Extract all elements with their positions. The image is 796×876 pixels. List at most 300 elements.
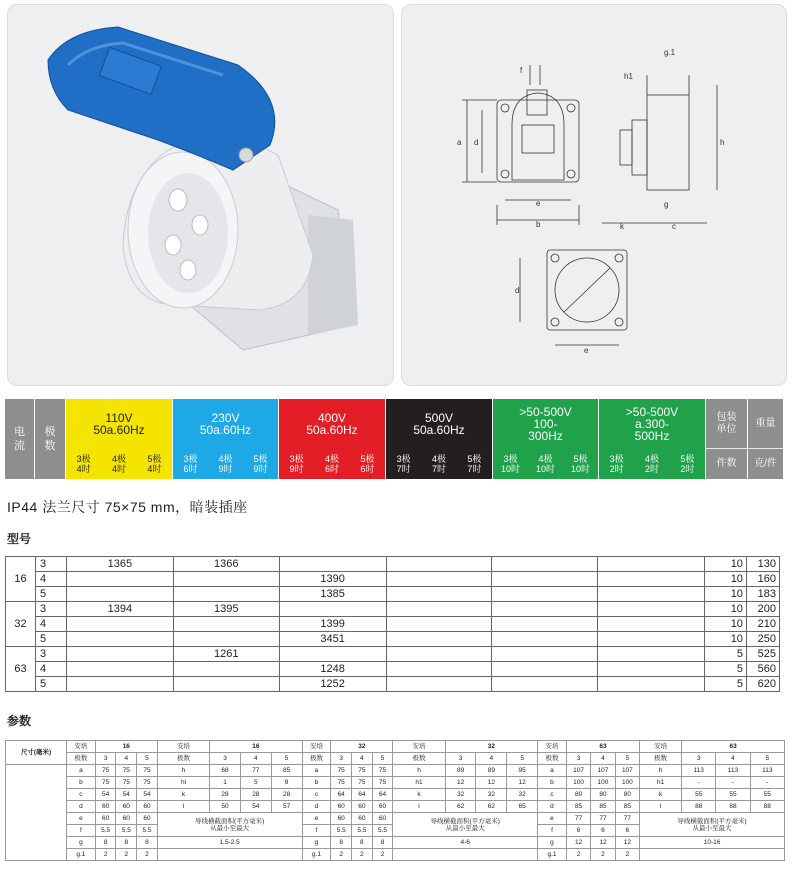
param-cell bbox=[6, 765, 67, 861]
table-cell bbox=[598, 602, 705, 617]
table-cell bbox=[386, 662, 492, 677]
voltage-header-band bbox=[5, 399, 785, 479]
param-cell: l bbox=[393, 801, 445, 813]
table-row bbox=[6, 617, 780, 632]
table-row bbox=[6, 662, 780, 677]
table-cell bbox=[173, 662, 279, 677]
param-header-row bbox=[6, 741, 785, 753]
param-cell: 60 bbox=[372, 801, 393, 813]
table-cell bbox=[173, 632, 279, 647]
table-cell: 4 bbox=[35, 662, 66, 677]
table-row bbox=[6, 557, 780, 572]
param-cell: 75 bbox=[95, 765, 116, 777]
param-cell: f bbox=[538, 825, 567, 837]
table-cell bbox=[492, 662, 598, 677]
param-cell: 12 bbox=[476, 777, 507, 789]
current-cell: 16 bbox=[6, 557, 36, 602]
table-cell: 10 bbox=[704, 617, 746, 632]
param-cell: 安培 bbox=[538, 741, 567, 753]
param-cell: 安培 bbox=[393, 741, 445, 753]
param-cell: k bbox=[157, 789, 209, 801]
param-cell: b bbox=[302, 777, 331, 789]
param-cell: 3 bbox=[210, 753, 241, 765]
param-cell: h1 bbox=[393, 777, 445, 789]
voltage-label: 500V 50a.60Hz bbox=[413, 411, 465, 437]
param-cell: 77 bbox=[566, 813, 590, 825]
technical-drawing-panel bbox=[401, 4, 787, 386]
table-cell: 5 bbox=[704, 662, 746, 677]
param-cell: 75 bbox=[95, 777, 116, 789]
param-cell: 12 bbox=[615, 837, 639, 849]
page-title: IP44 法兰尺寸 75×75 mm，暗装插座 bbox=[7, 499, 248, 515]
poles-header: 极 数 bbox=[35, 399, 66, 479]
pole-label: 4极 2时 bbox=[644, 454, 659, 474]
pole-label: 5极 4时 bbox=[147, 454, 162, 474]
pole-labels bbox=[386, 449, 492, 479]
param-cell: 6 bbox=[615, 825, 639, 837]
table-cell bbox=[66, 677, 173, 692]
voltage-label: >50-500V a.300- 500Hz bbox=[625, 405, 679, 443]
table-cell: 1390 bbox=[279, 572, 386, 587]
param-row bbox=[6, 837, 785, 849]
param-cell: 107 bbox=[566, 765, 590, 777]
param-cell: 2 bbox=[372, 849, 393, 861]
table-cell: 1394 bbox=[66, 602, 173, 617]
param-cell: b bbox=[538, 777, 567, 789]
pole-label: 5极 7时 bbox=[467, 454, 482, 474]
table-cell bbox=[386, 617, 492, 632]
param-cell: 50 bbox=[210, 801, 241, 813]
param-cell: 60 bbox=[372, 813, 393, 825]
param-row bbox=[6, 789, 785, 801]
param-cell: 63 bbox=[566, 741, 639, 753]
table-cell: 10 bbox=[704, 602, 746, 617]
table-cell: 10 bbox=[704, 572, 746, 587]
param-cell: - bbox=[750, 777, 784, 789]
voltage-col-3 bbox=[386, 399, 493, 479]
param-cell: hl bbox=[157, 777, 209, 789]
param-cell: 5.5 bbox=[95, 825, 116, 837]
param-cell: 60 bbox=[95, 801, 116, 813]
param-cell: 75 bbox=[331, 777, 352, 789]
param-cell: 32 bbox=[476, 789, 507, 801]
param-cell: 80 bbox=[566, 789, 590, 801]
param-cell: 5.5 bbox=[331, 825, 352, 837]
param-cell: 60 bbox=[116, 813, 137, 825]
param-cell: 75 bbox=[116, 777, 137, 789]
param-cell: 60 bbox=[137, 801, 158, 813]
param-cell: 54 bbox=[137, 789, 158, 801]
param-cell: 85 bbox=[566, 801, 590, 813]
table-cell bbox=[66, 587, 173, 602]
table-row bbox=[6, 587, 780, 602]
pole-label: 4极 4时 bbox=[111, 454, 126, 474]
param-cell: 75 bbox=[352, 777, 373, 789]
pole-labels bbox=[599, 449, 705, 479]
param-cell: 65 bbox=[507, 801, 538, 813]
param-cell: 100 bbox=[591, 777, 615, 789]
table-cell: 5 bbox=[704, 677, 746, 692]
param-cell: d bbox=[67, 801, 96, 813]
table-cell: 200 bbox=[746, 602, 779, 617]
pole-label: 3极 10时 bbox=[500, 454, 520, 474]
table-cell bbox=[492, 617, 598, 632]
product-photo-panel bbox=[7, 4, 394, 386]
param-cell: 2 bbox=[566, 849, 590, 861]
param-cell: 60 bbox=[352, 801, 373, 813]
param-cell: 4 bbox=[352, 753, 373, 765]
param-cell: e bbox=[302, 813, 331, 825]
dimension-drawing bbox=[402, 5, 786, 385]
param-cell: 85 bbox=[615, 801, 639, 813]
param-cell: 极数 bbox=[67, 753, 96, 765]
param-cell: 安培 bbox=[157, 741, 209, 753]
param-cell: 89 bbox=[476, 765, 507, 777]
voltage-col-1 bbox=[173, 399, 279, 479]
param-cell: h bbox=[640, 765, 682, 777]
table-cell bbox=[598, 617, 705, 632]
param-cell: 60 bbox=[331, 801, 352, 813]
param-cell: 32 bbox=[445, 789, 476, 801]
table-cell: 210 bbox=[746, 617, 779, 632]
table-cell: 3 bbox=[35, 557, 66, 572]
pole-labels bbox=[173, 449, 278, 479]
table-cell: 3 bbox=[35, 647, 66, 662]
param-cell: 9 bbox=[271, 777, 302, 789]
pole-label: 3极 7时 bbox=[396, 454, 411, 474]
param-cell: l bbox=[157, 801, 209, 813]
param-cell: 5 bbox=[271, 753, 302, 765]
param-cell: 5 bbox=[372, 753, 393, 765]
param-cell: 5.5 bbox=[352, 825, 373, 837]
pole-label: 4极 9时 bbox=[218, 454, 233, 474]
weight-header: 重量 克/件 bbox=[748, 399, 783, 479]
table-cell: 160 bbox=[746, 572, 779, 587]
table-cell: 1248 bbox=[279, 662, 386, 677]
param-cell: 2 bbox=[116, 849, 137, 861]
param-cell: e bbox=[67, 813, 96, 825]
param-cell: 113 bbox=[716, 765, 750, 777]
param-cell: f bbox=[302, 825, 331, 837]
param-cell: 77 bbox=[240, 765, 271, 777]
param-cell: 5.5 bbox=[372, 825, 393, 837]
param-table bbox=[5, 740, 785, 861]
param-cell: 54 bbox=[240, 801, 271, 813]
table-cell: 1385 bbox=[279, 587, 386, 602]
package-header: 包装 单位 件数 bbox=[706, 399, 748, 479]
param-cell: 107 bbox=[615, 765, 639, 777]
dim-e-label: e bbox=[536, 199, 541, 208]
param-cell: 安培 bbox=[640, 741, 682, 753]
param-cell: 5 bbox=[615, 753, 639, 765]
table-cell bbox=[386, 632, 492, 647]
dim-f-label: f bbox=[520, 66, 523, 75]
param-cell: g bbox=[538, 837, 567, 849]
table-cell: 5 bbox=[35, 587, 66, 602]
param-cell: 安培 bbox=[302, 741, 331, 753]
table-cell: 5 bbox=[35, 632, 66, 647]
param-cell: 77 bbox=[615, 813, 639, 825]
table-cell bbox=[66, 572, 173, 587]
param-cell bbox=[640, 849, 785, 861]
param-section-label: 参数 bbox=[7, 714, 32, 728]
table-cell bbox=[598, 587, 705, 602]
table-row bbox=[6, 572, 780, 587]
dim-b-label: b bbox=[536, 220, 541, 229]
table-cell: 3 bbox=[35, 602, 66, 617]
param-cell: 80 bbox=[591, 789, 615, 801]
param-cell: 12 bbox=[507, 777, 538, 789]
table-cell bbox=[173, 587, 279, 602]
param-cell: 极数 bbox=[157, 753, 209, 765]
param-row bbox=[6, 801, 785, 813]
param-cell: c bbox=[538, 789, 567, 801]
table-cell bbox=[386, 602, 492, 617]
param-cell: 62 bbox=[476, 801, 507, 813]
param-cell: 极数 bbox=[302, 753, 331, 765]
param-cell: 6 bbox=[566, 825, 590, 837]
param-cell: 5 bbox=[240, 777, 271, 789]
param-row bbox=[6, 849, 785, 861]
param-cell: h bbox=[393, 765, 445, 777]
voltage-label: 110V 50a.60Hz bbox=[93, 411, 145, 437]
param-cell: 极数 bbox=[538, 753, 567, 765]
table-cell: 183 bbox=[746, 587, 779, 602]
param-cell: 5 bbox=[507, 753, 538, 765]
pole-label: 5极 9时 bbox=[253, 454, 268, 474]
table-cell bbox=[279, 647, 386, 662]
table-cell: 130 bbox=[746, 557, 779, 572]
pole-label: 4极 6时 bbox=[324, 454, 339, 474]
param-cell: 5 bbox=[137, 753, 158, 765]
param-cell: 60 bbox=[331, 813, 352, 825]
param-cell: c bbox=[302, 789, 331, 801]
param-cell: d bbox=[302, 801, 331, 813]
pole-label: 4极 7时 bbox=[431, 454, 446, 474]
param-cell: 3 bbox=[566, 753, 590, 765]
param-cell: 64 bbox=[352, 789, 373, 801]
param-cell: h1 bbox=[640, 777, 682, 789]
param-cell: c bbox=[67, 789, 96, 801]
param-cell: 64 bbox=[372, 789, 393, 801]
table-cell bbox=[598, 647, 705, 662]
param-cell: 57 bbox=[271, 801, 302, 813]
param-cell: 28 bbox=[240, 789, 271, 801]
param-cell: g.1 bbox=[538, 849, 567, 861]
pole-label: 3极 4时 bbox=[76, 454, 91, 474]
param-row bbox=[6, 813, 785, 825]
param-cell: 54 bbox=[116, 789, 137, 801]
param-cell: 89 bbox=[445, 765, 476, 777]
table-row bbox=[6, 632, 780, 647]
param-cell: 75 bbox=[116, 765, 137, 777]
table-row bbox=[6, 602, 780, 617]
table-cell: 620 bbox=[746, 677, 779, 692]
param-cell: 75 bbox=[137, 777, 158, 789]
param-cell: 8 bbox=[116, 837, 137, 849]
table-cell: 560 bbox=[746, 662, 779, 677]
param-cell: 77 bbox=[591, 813, 615, 825]
param-cell: 4 bbox=[116, 753, 137, 765]
param-cell: 4-6 bbox=[393, 837, 538, 849]
table-cell: 10 bbox=[704, 632, 746, 647]
param-cell: a bbox=[67, 765, 96, 777]
param-cell: f bbox=[67, 825, 96, 837]
param-cell: 3 bbox=[682, 753, 716, 765]
param-cell: 2 bbox=[615, 849, 639, 861]
table-cell bbox=[386, 572, 492, 587]
table-cell bbox=[492, 677, 598, 692]
model-table bbox=[5, 556, 780, 692]
param-cell: g.1 bbox=[302, 849, 331, 861]
param-cell: 54 bbox=[95, 789, 116, 801]
table-cell: 1395 bbox=[173, 602, 279, 617]
param-cell: 100 bbox=[615, 777, 639, 789]
param-cell: 8 bbox=[95, 837, 116, 849]
table-cell: 1399 bbox=[279, 617, 386, 632]
param-cell: 8 bbox=[372, 837, 393, 849]
table-cell: 5 bbox=[35, 677, 66, 692]
table-cell bbox=[66, 632, 173, 647]
table-cell bbox=[386, 647, 492, 662]
param-cell: 10-16 bbox=[640, 837, 785, 849]
param-cell: 2 bbox=[352, 849, 373, 861]
param-cell: e bbox=[538, 813, 567, 825]
voltage-label: >50-500V 100- 300Hz bbox=[519, 405, 572, 443]
param-cell: g bbox=[67, 837, 96, 849]
param-cell: 极数 bbox=[640, 753, 682, 765]
param-cell: 8 bbox=[331, 837, 352, 849]
table-cell: 1366 bbox=[173, 557, 279, 572]
param-cell: 导线横截面积(平方毫米) 从最小至最大 bbox=[393, 813, 538, 837]
param-cell: 12 bbox=[566, 837, 590, 849]
param-cell: 64 bbox=[331, 789, 352, 801]
param-cell: 28 bbox=[271, 789, 302, 801]
param-cell: h bbox=[157, 765, 209, 777]
param-cell: 2 bbox=[591, 849, 615, 861]
param-cell: 85 bbox=[591, 801, 615, 813]
table-cell bbox=[598, 572, 705, 587]
pole-label: 4极 10时 bbox=[535, 454, 555, 474]
param-cell: 62 bbox=[445, 801, 476, 813]
param-cell: 2 bbox=[137, 849, 158, 861]
param-cell: 75 bbox=[137, 765, 158, 777]
table-cell bbox=[492, 557, 598, 572]
param-cell: 导线横截面积(平方毫米) 从最小至最大 bbox=[157, 813, 302, 837]
param-cell: 60 bbox=[352, 813, 373, 825]
table-cell bbox=[598, 662, 705, 677]
param-cell: 3 bbox=[95, 753, 116, 765]
socket-photo bbox=[8, 5, 393, 385]
param-cell: 60 bbox=[137, 813, 158, 825]
param-cell: 113 bbox=[750, 765, 784, 777]
param-cell: 107 bbox=[591, 765, 615, 777]
voltage-col-5 bbox=[599, 399, 706, 479]
param-cell: 60 bbox=[95, 813, 116, 825]
voltage-col-4 bbox=[493, 399, 599, 479]
table-cell: 525 bbox=[746, 647, 779, 662]
param-cell: 4 bbox=[716, 753, 750, 765]
current-cell: 32 bbox=[6, 602, 36, 647]
param-cell: 75 bbox=[352, 765, 373, 777]
table-row bbox=[6, 647, 780, 662]
table-cell: 5 bbox=[704, 647, 746, 662]
param-cell: 60 bbox=[116, 801, 137, 813]
pole-label: 3极 2时 bbox=[609, 454, 624, 474]
param-cell bbox=[393, 849, 538, 861]
param-row bbox=[6, 765, 785, 777]
table-row bbox=[6, 677, 780, 692]
param-cell: 3 bbox=[445, 753, 476, 765]
table-cell bbox=[173, 677, 279, 692]
param-cell: 113 bbox=[682, 765, 716, 777]
dim-h-label: h bbox=[720, 138, 725, 147]
table-cell bbox=[492, 632, 598, 647]
param-cell: 12 bbox=[445, 777, 476, 789]
param-cell: 2 bbox=[331, 849, 352, 861]
voltage-col-2 bbox=[279, 399, 386, 479]
param-cell: g bbox=[302, 837, 331, 849]
param-cell: 1.5-2.5 bbox=[157, 837, 302, 849]
pole-label: 3极 6时 bbox=[183, 454, 198, 474]
table-cell: 10 bbox=[704, 587, 746, 602]
current-header: 电 流 bbox=[5, 399, 35, 479]
table-cell: 1261 bbox=[173, 647, 279, 662]
param-cell: 12 bbox=[591, 837, 615, 849]
dim-d-label: d bbox=[474, 138, 479, 147]
param-cell: 4 bbox=[476, 753, 507, 765]
param-cell: l bbox=[640, 801, 682, 813]
param-cell: 导线横截面积(平方毫米) 从最小至最大 bbox=[640, 813, 785, 837]
table-cell bbox=[66, 662, 173, 677]
table-cell bbox=[279, 602, 386, 617]
table-cell bbox=[598, 632, 705, 647]
param-cell: a bbox=[538, 765, 567, 777]
param-cell: 极数 bbox=[393, 753, 445, 765]
param-row bbox=[6, 777, 785, 789]
table-cell: 1252 bbox=[279, 677, 386, 692]
param-cell: 32 bbox=[507, 789, 538, 801]
param-cell: 75 bbox=[372, 765, 393, 777]
param-cell bbox=[157, 849, 302, 861]
pole-labels bbox=[493, 449, 598, 479]
param-header-row bbox=[6, 753, 785, 765]
table-cell: 3451 bbox=[279, 632, 386, 647]
table-cell bbox=[66, 647, 173, 662]
dim-g-label: g bbox=[664, 200, 669, 209]
param-cell: 75 bbox=[372, 777, 393, 789]
table-cell: 1365 bbox=[66, 557, 173, 572]
param-cell: - bbox=[716, 777, 750, 789]
param-cell: 4 bbox=[240, 753, 271, 765]
param-cell: 5.5 bbox=[116, 825, 137, 837]
svg-text:e: e bbox=[584, 346, 589, 355]
param-cell: 尺寸(毫米) bbox=[6, 741, 67, 765]
param-cell: 1 bbox=[210, 777, 241, 789]
table-cell bbox=[173, 572, 279, 587]
svg-text:d: d bbox=[515, 286, 520, 295]
param-cell: 6 bbox=[591, 825, 615, 837]
table-cell bbox=[173, 617, 279, 632]
param-cell: a bbox=[302, 765, 331, 777]
param-cell: 55 bbox=[682, 789, 716, 801]
param-cell: 32 bbox=[331, 741, 393, 753]
pole-labels bbox=[66, 449, 172, 479]
table-cell bbox=[492, 572, 598, 587]
param-cell: 3 bbox=[331, 753, 352, 765]
table-cell: 250 bbox=[746, 632, 779, 647]
voltage-label: 230V 50a.60Hz bbox=[199, 411, 252, 437]
